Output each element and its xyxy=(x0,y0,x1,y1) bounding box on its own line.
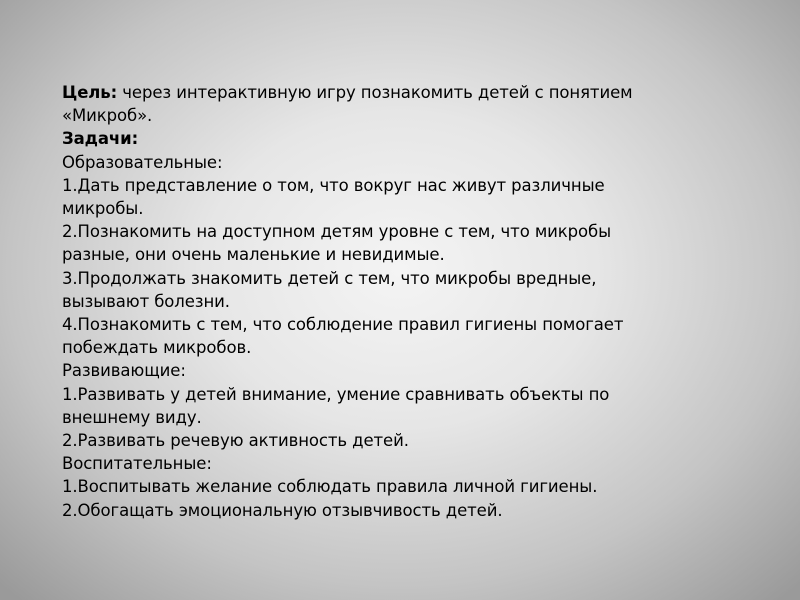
developmental-task-line: внешнему виду. xyxy=(62,407,202,427)
educational-task-line: 1.Дать представление о том, что вокруг нас живут различные xyxy=(62,175,605,195)
goal-label: Цель: xyxy=(62,83,118,102)
educational-task-line: побеждать микробов. xyxy=(62,338,252,358)
goal-text: через интерактивную игру познакомить детей с понятием xyxy=(117,83,633,102)
upbringing-task-line: 2.Обогащать эмоциональную отзывчивость детей. xyxy=(62,500,503,520)
upbringing-task-line: 1.Воспитывать желание соблюдать правила личной гигиены. xyxy=(62,477,598,497)
educational-task-line: 4.Познакомить с тем, что соблюдение правил гигиены помогает xyxy=(62,315,624,335)
goal-line xyxy=(62,81,762,104)
educational-heading: Образовательные: xyxy=(62,152,223,172)
upbringing-heading: Воспитательные: xyxy=(62,454,212,474)
educational-task-line: вызывают болезни. xyxy=(62,291,230,311)
educational-task-line: 3.Продолжать знакомить детей с тем, что микробы вредные, xyxy=(62,268,597,288)
developmental-heading: Развивающие: xyxy=(62,361,186,381)
educational-task-line: микробы. xyxy=(62,199,144,219)
educational-task-line: 2.Познакомить на доступном детям уровне с тем, что микробы xyxy=(62,222,612,242)
educational-task-line: разные, они очень маленькие и невидимые. xyxy=(62,245,445,265)
developmental-task-line: 1.Развивать у детей внимание, умение сравнивать объекты по xyxy=(62,384,610,404)
goal-text-continued: «Микроб». xyxy=(62,106,153,126)
developmental-task-line: 2.Развивать речевую активность детей. xyxy=(62,431,409,451)
tasks-heading: Задачи: xyxy=(62,129,139,149)
slide-text-body xyxy=(62,81,762,522)
